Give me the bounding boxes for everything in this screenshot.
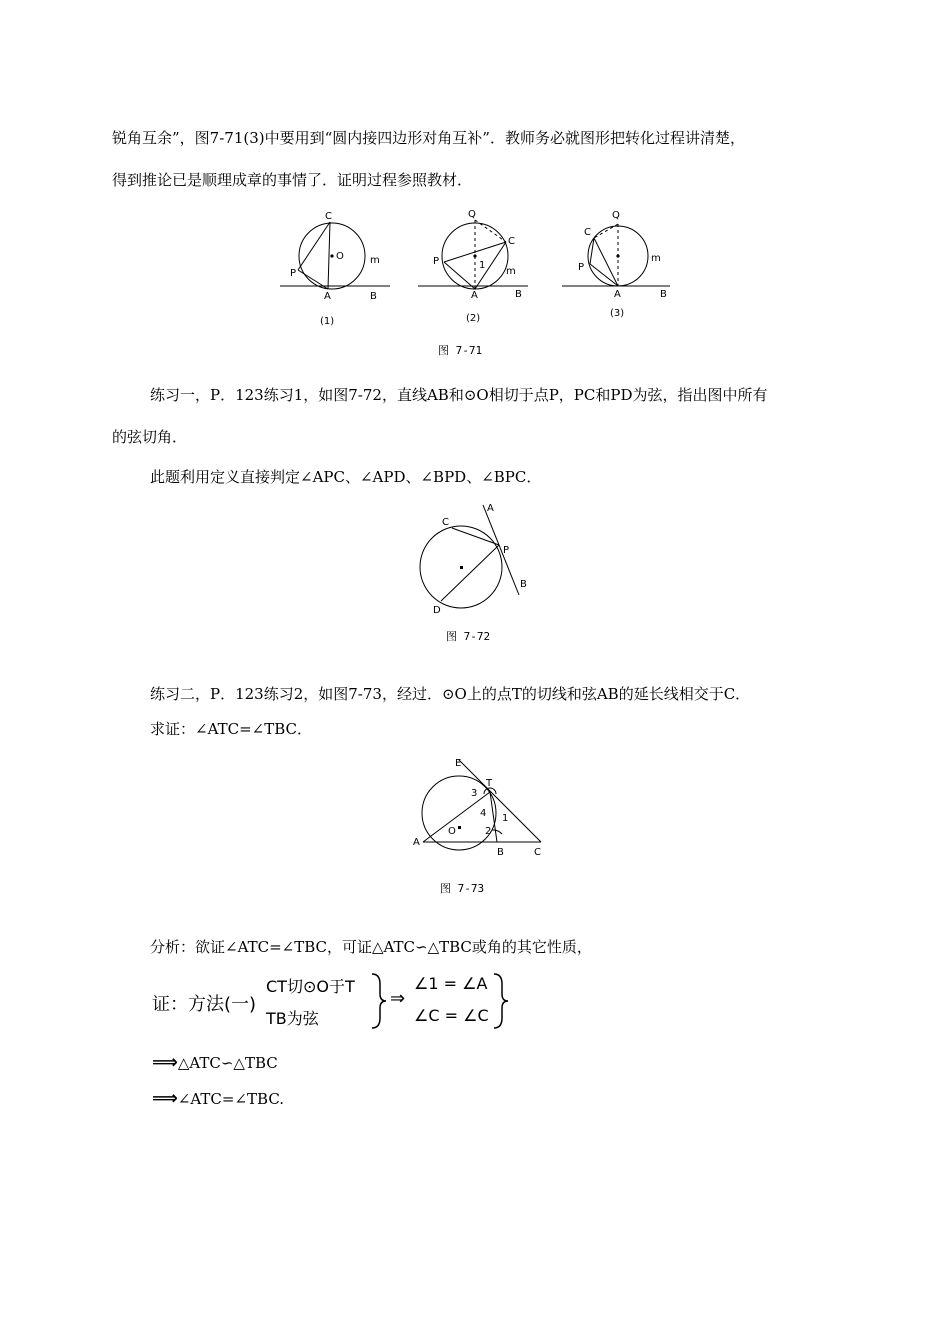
point-label: A	[324, 291, 331, 302]
point-label: A	[413, 837, 420, 848]
implies-symbol: ⇒	[390, 988, 406, 1009]
figure-7-73	[410, 752, 560, 862]
figure-7-72	[415, 495, 545, 625]
point-label: P	[290, 268, 297, 279]
proof-formula	[152, 968, 552, 1038]
proof-step	[152, 1088, 284, 1109]
paragraph-line: 锐角互余”，图7-71(3)中要用到“圆内接四边形对角互补”．教师务必就图形把转化过程讲清楚，	[112, 129, 745, 147]
figure-caption: 图 7-72	[446, 630, 491, 643]
right-brace-icon	[492, 972, 510, 1030]
paragraph-line: 此题利用定义直接判定∠APC、∠APD、∠BPD、∠BPC．	[150, 468, 542, 486]
point-label: B	[497, 847, 504, 858]
point-label: C	[325, 211, 332, 222]
proof-step-text: △ATC∽△TBC	[177, 1054, 278, 1072]
proof-condition: TB为弦	[266, 1009, 319, 1028]
proof-condition: CT切⊙O于T	[266, 977, 355, 996]
point-label: A	[614, 289, 621, 300]
point-label: C	[584, 227, 591, 238]
proof-step	[152, 1052, 278, 1073]
point-label: O	[448, 826, 456, 837]
point-label: m	[506, 266, 516, 277]
right-brace-icon	[370, 972, 388, 1030]
point-label: B	[660, 289, 667, 300]
point-label: B	[520, 579, 527, 590]
point-label: P	[503, 545, 510, 556]
angle-label: 2	[485, 826, 492, 837]
point-label: C	[534, 847, 541, 858]
subfigure-label: (3)	[610, 308, 625, 319]
proof-result: ∠C = ∠C	[414, 1006, 489, 1025]
paragraph-line: 分析：欲证∠ATC=∠TBC，可证△ATC∽△TBC或角的其它性质，	[150, 938, 592, 956]
proof-step-text: ∠ATC=∠TBC.	[177, 1090, 285, 1108]
point-label: B	[370, 291, 377, 302]
point-label: Q	[468, 209, 476, 220]
figure-7-71	[270, 200, 690, 360]
paragraph-line: 练习一，P．123练习1，如图7-72，直线AB和⊙O相切于点P，PC和PD为弦，指出图中所有	[150, 386, 768, 404]
angle-label: 4	[480, 808, 487, 819]
angle-label: 3	[471, 788, 478, 799]
point-label: P	[578, 262, 585, 273]
angle-label: 1	[502, 813, 509, 824]
point-label: A	[487, 503, 494, 514]
point-label: E	[455, 758, 462, 769]
paragraph-line: 练习二，P．123练习2，如图7-73，经过．⊙O上的点T的切线和弦AB的延长线相交于C．	[150, 685, 751, 703]
point-label: B	[515, 289, 522, 300]
proof-result: ∠1 = ∠A	[414, 974, 488, 993]
double-arrow-icon: ⟹	[152, 1088, 178, 1109]
point-label: P	[433, 256, 440, 267]
paragraph-line: 得到推论已是顺理成章的事情了．证明过程参照教材．	[112, 171, 473, 189]
point-label: C	[508, 236, 515, 247]
point-label: C	[442, 517, 449, 528]
proof-prefix: 证：方法(一)	[152, 994, 257, 1015]
point-label: 1	[479, 260, 486, 271]
subfigure-label: (1)	[320, 316, 335, 327]
figure-caption: 图 7-73	[440, 882, 485, 895]
point-label: Q	[612, 210, 620, 221]
point-label: m	[370, 255, 380, 266]
figure-caption: 图 7-71	[438, 344, 483, 357]
subfigure-label: (2)	[466, 313, 481, 324]
point-label: m	[651, 253, 661, 264]
paragraph-line: 求证：∠ATC=∠TBC．	[150, 720, 312, 738]
point-label: D	[433, 605, 441, 616]
point-label: O	[336, 251, 344, 262]
point-label: T	[486, 778, 493, 789]
paragraph-line: 的弦切角．	[112, 428, 188, 446]
double-arrow-icon: ⟹	[152, 1052, 178, 1073]
point-label: A	[471, 290, 478, 301]
